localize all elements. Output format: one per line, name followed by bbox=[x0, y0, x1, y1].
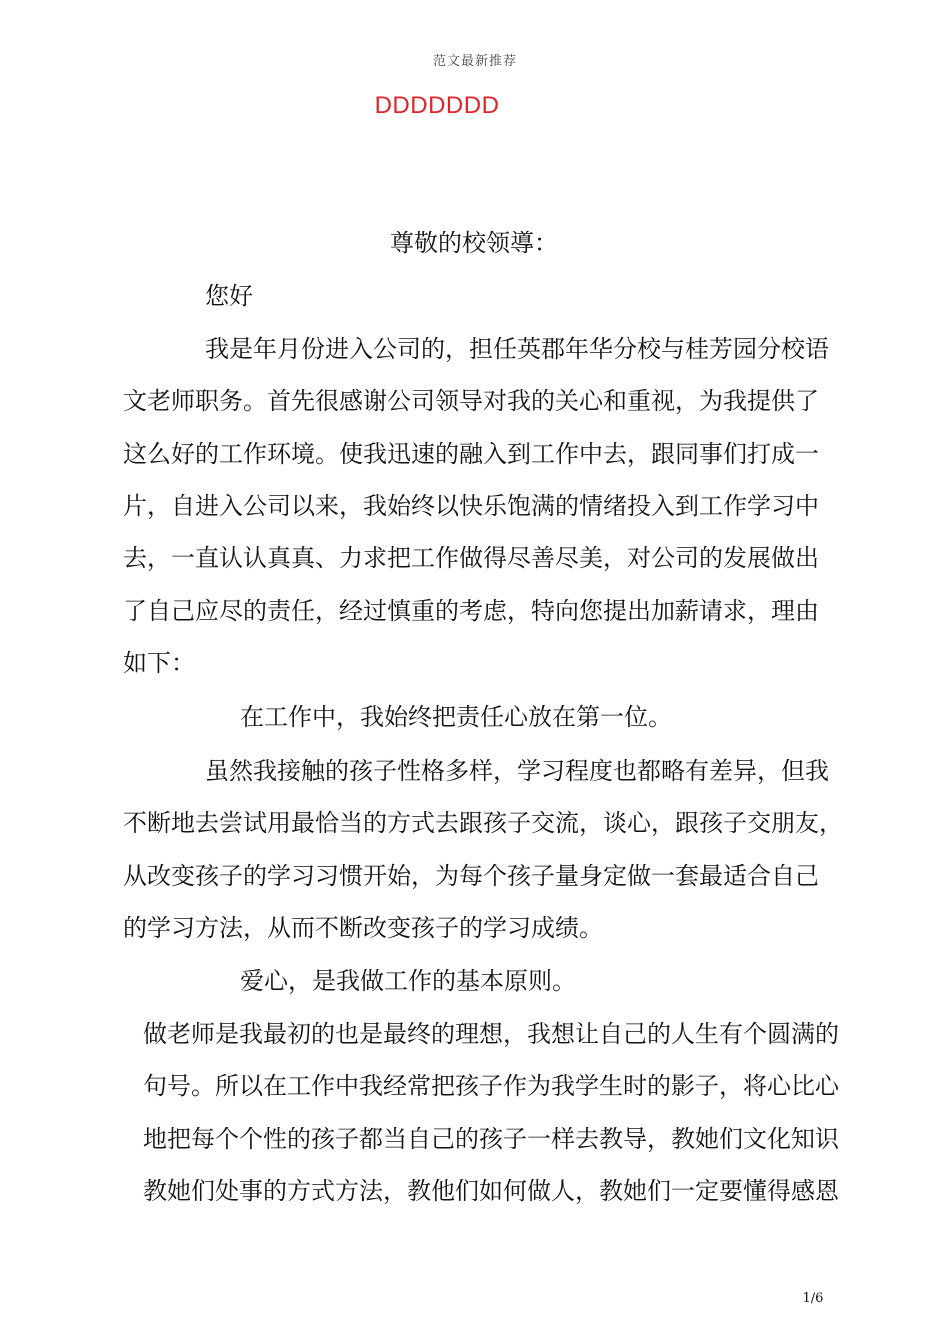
paragraph-line: 句号。所以在工作中我经常把孩子作为我学生时的影子，将心比心 bbox=[143, 1072, 839, 1100]
document-title: DDDDDDD bbox=[374, 92, 500, 119]
greeting: 您好 bbox=[205, 282, 253, 310]
page-number: 1/6 bbox=[802, 1291, 824, 1306]
paragraph-line: 的学习方法，从而不断改变孩子的学习成绩。 bbox=[123, 914, 603, 942]
paragraph-line: 去，一直认认真真、力求把工作做得尽善尽美，对公司的发展做出 bbox=[123, 544, 819, 572]
paragraph-line: 片，自进入公司以来，我始终以快乐饱满的情绪投入到工作学习中 bbox=[123, 492, 819, 520]
salutation: 尊敬的校领導： bbox=[390, 229, 558, 257]
header-note: 范文最新推荐 bbox=[432, 54, 517, 69]
paragraph-line: 从改变孩子的学习习惯开始，为每个孩子量身定做一套最适合自己 bbox=[123, 862, 819, 890]
paragraph-line: 如下： bbox=[123, 649, 195, 677]
section-heading-responsibility: 在工作中，我始终把责任心放在第一位。 bbox=[240, 703, 672, 731]
paragraph-line: 这么好的工作环境。使我迅速的融入到工作中去，跟同事们打成一 bbox=[123, 440, 819, 468]
section-heading-love: 爱心，是我做工作的基本原则。 bbox=[240, 967, 576, 995]
paragraph-line: 做老师是我最初的也是最终的理想，我想让自己的人生有个圆满的 bbox=[143, 1020, 839, 1048]
paragraph-line: 不断地去尝试用最恰当的方式去跟孩子交流，谈心，跟孩子交朋友， bbox=[123, 809, 843, 837]
paragraph-line: 我是年月份进入公司的，担任英郡年华分校与桂芳园分校语 bbox=[205, 335, 829, 363]
paragraph-line: 文老师职务。首先很感谢公司领导对我的关心和重视，为我提供了 bbox=[123, 387, 819, 415]
paragraph-line: 虽然我接触的孩子性格多样，学习程度也都略有差异，但我 bbox=[205, 757, 829, 785]
paragraph-line: 教她们处事的方式方法，教他们如何做人，教她们一定要懂得感恩 bbox=[143, 1177, 839, 1205]
paragraph-line: 了自己应尽的责任，经过慎重的考虑，特向您提出加薪请求，理由 bbox=[123, 597, 819, 625]
paragraph-line: 地把每个个性的孩子都当自己的孩子一样去教导，教她们文化知识 bbox=[143, 1125, 839, 1153]
